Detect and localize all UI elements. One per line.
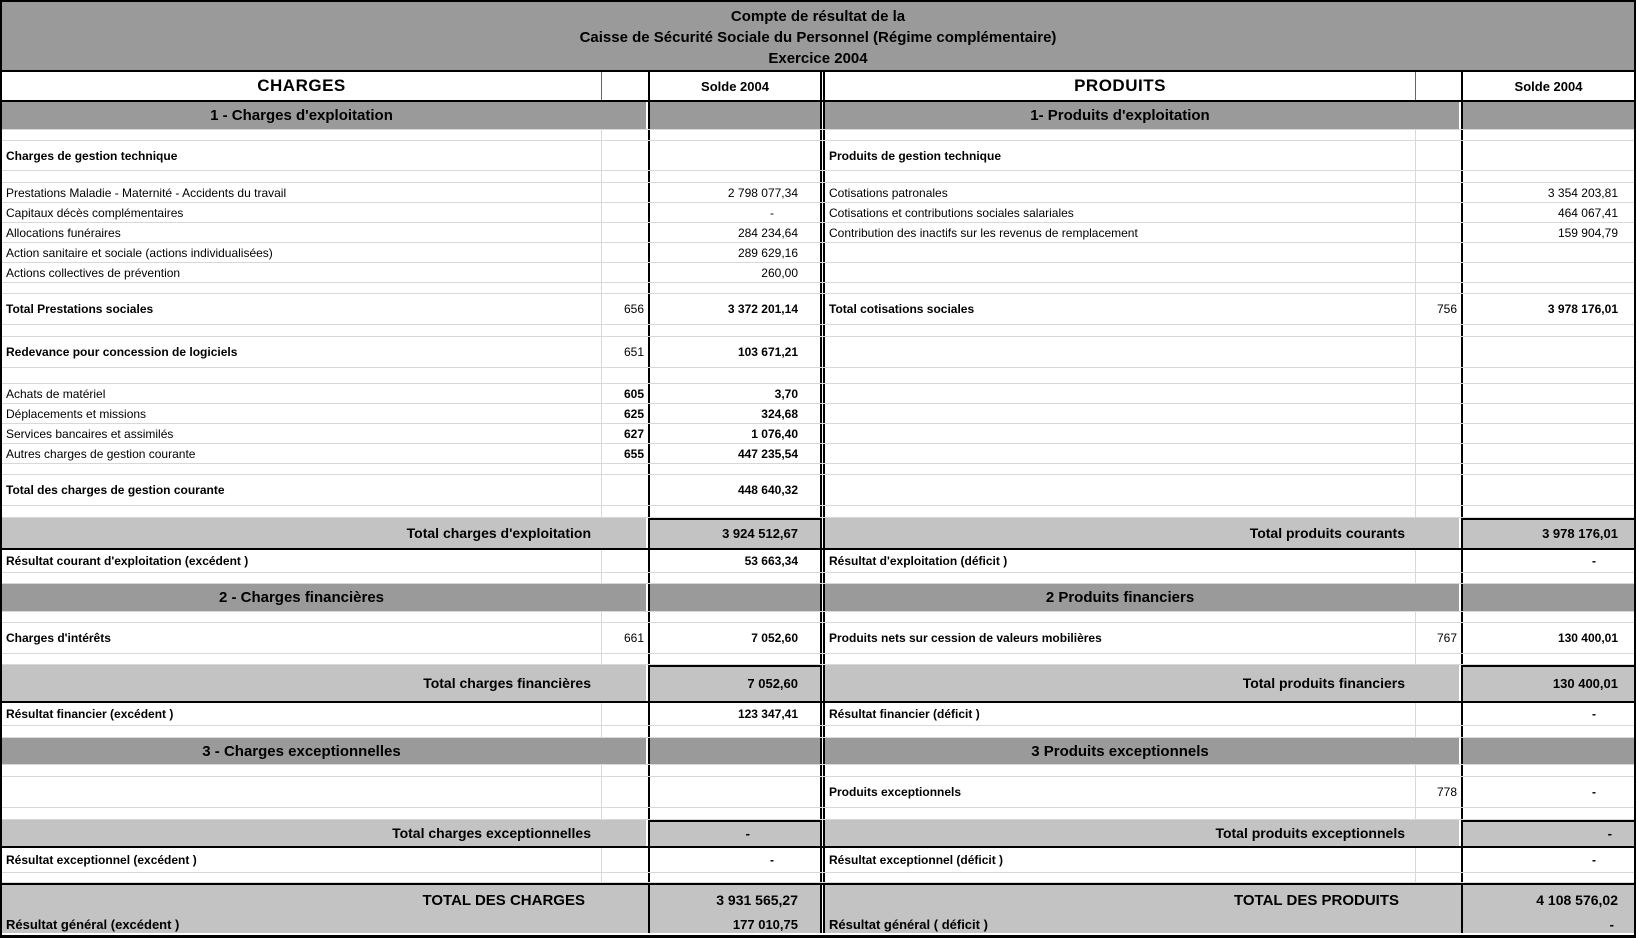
charges-row-label: Résultat courant d'exploitation (excédent ) (6, 554, 249, 568)
produits-account-code (1415, 243, 1461, 262)
charges-account-code (601, 915, 648, 933)
produits-row-label (825, 873, 1415, 882)
charges-row-label: Résultat financier (excédent ) (6, 707, 174, 721)
produits-account-code (1415, 223, 1461, 242)
produits-account-code (1415, 283, 1461, 293)
charges-code-column-header (601, 72, 648, 100)
produits-amount (1461, 726, 1634, 737)
produits-row-label: 1- Produits d'exploitation (825, 102, 1415, 129)
spacer-row (2, 726, 1634, 738)
charges-amount: 324,68 (648, 404, 820, 423)
charges-row-label: Services bancaires et assimilés (6, 426, 174, 441)
produits-amount: 130 400,01 (1461, 623, 1634, 653)
produits-amount (1461, 873, 1634, 882)
produits-account-code (1415, 738, 1461, 764)
charges-account-code (601, 368, 648, 383)
produits-amount (1461, 283, 1634, 293)
charges-row-label: Charges d'intérêts (6, 631, 111, 645)
produits-column-header: PRODUITS (1074, 76, 1166, 95)
charges-account-code (601, 738, 648, 764)
table-row (2, 444, 1634, 464)
charges-account-code: 661 (601, 623, 648, 653)
produits-account-code (1415, 703, 1461, 725)
charges-row-label: Charges de gestion technique (6, 148, 178, 163)
table-body (2, 102, 1634, 933)
table-row (2, 243, 1634, 263)
charges-column-header: CHARGES (257, 76, 346, 95)
charges-account-code (601, 464, 648, 474)
produits-amount (1461, 404, 1634, 423)
charges-row-label (2, 325, 601, 336)
produits-account-code (1415, 584, 1461, 611)
charges-amount (648, 102, 820, 129)
charges-row-label: 1 - Charges d'exploitation (2, 102, 601, 129)
charges-row-label: Allocations funéraires (6, 225, 121, 240)
charges-account-code (601, 820, 648, 846)
produits-amount (1461, 475, 1634, 505)
spacer-row (2, 873, 1634, 883)
charges-amount (648, 726, 820, 737)
table-row (2, 203, 1634, 223)
report-title-line3: Exercice 2004 (768, 50, 868, 67)
produits-account-code (1415, 325, 1461, 336)
produits-row-label (825, 506, 1415, 517)
produits-account-code (1415, 203, 1461, 222)
produits-account-code (1415, 726, 1461, 737)
charges-amount (648, 325, 820, 336)
charges-row-label (2, 464, 601, 474)
table-row (2, 424, 1634, 444)
produits-row-label (825, 384, 1415, 403)
table-row (2, 623, 1634, 654)
produits-account-code (1415, 573, 1461, 583)
charges-account-code (601, 584, 648, 611)
charges-account-code (601, 243, 648, 262)
column-header-row (2, 72, 1634, 102)
charges-amount (648, 612, 820, 622)
charges-row-label: Total Prestations sociales (6, 302, 154, 316)
charges-row-label: TOTAL DES CHARGES (2, 885, 601, 915)
produits-row-label: 2 Produits financiers (825, 584, 1415, 611)
produits-account-code (1415, 885, 1461, 915)
produits-amount: 130 400,01 (1461, 665, 1634, 701)
produits-row-label (825, 424, 1415, 443)
charges-row-label (2, 130, 601, 140)
charges-row-label: Résultat général (excédent ) (2, 915, 601, 933)
produits-account-code (1415, 141, 1461, 170)
produits-account-code (1415, 183, 1461, 202)
report-title-line1: Compte de résultat de la (730, 8, 906, 25)
charges-account-code (601, 325, 648, 336)
spacer-row (2, 368, 1634, 384)
charges-account-code: 605 (601, 384, 648, 403)
charges-row-label: Résultat exceptionnel (excédent ) (6, 853, 197, 867)
produits-row-label: Cotisations patronales (829, 185, 948, 200)
charges-row-label (2, 368, 601, 383)
charges-row-label: Action sanitaire et sociale (actions individualisées) (6, 245, 273, 260)
charges-amount: - (648, 203, 820, 222)
produits-row-label (825, 283, 1415, 293)
table-row (2, 883, 1634, 915)
produits-account-code (1415, 550, 1461, 572)
charges-account-code: 651 (601, 337, 648, 367)
charges-account-code (601, 550, 648, 572)
produits-amount: - (1461, 550, 1634, 572)
table-row (2, 294, 1634, 325)
produits-row-label: Résultat général ( déficit ) (825, 915, 1415, 933)
charges-account-code (601, 703, 648, 725)
charges-amount (648, 130, 820, 140)
produits-row-label: Total produits courants (825, 518, 1415, 548)
produits-amount (1461, 584, 1634, 611)
spacer-row (2, 573, 1634, 584)
produits-amount (1461, 243, 1634, 262)
charges-amount: 177 010,75 (648, 915, 820, 933)
table-row (2, 777, 1634, 808)
charges-account-code (601, 777, 648, 807)
charges-account-code (601, 283, 648, 293)
table-row (2, 223, 1634, 243)
produits-account-code (1415, 915, 1461, 933)
spacer-row (2, 808, 1634, 820)
produits-amount (1461, 464, 1634, 474)
produits-amount: - (1461, 820, 1634, 846)
report-title (2, 2, 1634, 72)
charges-account-code (601, 808, 648, 819)
spacer-row (2, 325, 1634, 337)
table-row (2, 820, 1634, 848)
produits-row-label: Produits de gestion technique (829, 148, 1002, 163)
produits-row-label: TOTAL DES PRODUITS (825, 885, 1415, 915)
produits-row-label (825, 464, 1415, 474)
charges-amount (648, 141, 820, 170)
produits-amount (1461, 325, 1634, 336)
produits-row-label (825, 765, 1415, 776)
charges-amount (648, 873, 820, 882)
produits-row-label: Contribution des inactifs sur les revenus de remplacement (829, 225, 1138, 240)
charges-row-label: Total charges d'exploitation (2, 518, 601, 548)
produits-row-label: Produits exceptionnels (829, 785, 962, 799)
produits-account-code (1415, 873, 1461, 882)
table-row (2, 183, 1634, 203)
produits-row-label (825, 171, 1415, 182)
charges-row-label (2, 765, 601, 776)
produits-row-label (825, 726, 1415, 737)
produits-amount (1461, 102, 1634, 129)
produits-amount (1461, 263, 1634, 282)
charges-account-code (601, 885, 648, 915)
charges-account-code: 627 (601, 424, 648, 443)
produits-row-label: Cotisations et contributions sociales salariales (829, 205, 1074, 220)
table-row (2, 703, 1634, 726)
table-row (2, 848, 1634, 873)
produits-row-label: 3 Produits exceptionnels (825, 738, 1415, 764)
spacer-row (2, 130, 1634, 141)
produits-row-label (825, 654, 1415, 664)
produits-row-label: Résultat d'exploitation (déficit ) (829, 554, 1008, 568)
produits-account-code (1415, 848, 1461, 872)
produits-amount (1461, 384, 1634, 403)
charges-row-label (2, 777, 601, 807)
produits-amount: 3 354 203,81 (1461, 183, 1634, 202)
charges-row-label (2, 808, 601, 819)
charges-row-label: Prestations Maladie - Maternité - Accidents du travail (6, 185, 287, 200)
charges-account-code (601, 726, 648, 737)
produits-amount: - (1461, 703, 1634, 725)
produits-account-code: 778 (1415, 777, 1461, 807)
charges-account-code (601, 573, 648, 583)
charges-amount: 103 671,21 (648, 337, 820, 367)
charges-row-label (2, 171, 601, 182)
produits-account-code (1415, 464, 1461, 474)
charges-amount: 2 798 077,34 (648, 183, 820, 202)
produits-account-code (1415, 337, 1461, 367)
produits-amount (1461, 738, 1634, 764)
solde-2004-header-right: Solde 2004 (1461, 72, 1634, 100)
charges-account-code (601, 475, 648, 505)
produits-row-label (825, 444, 1415, 463)
charges-account-code (601, 171, 648, 182)
charges-row-label: Total charges financières (2, 665, 601, 701)
produits-row-label: Résultat exceptionnel (déficit ) (829, 853, 1004, 867)
spacer-row (2, 765, 1634, 777)
charges-amount (648, 765, 820, 776)
table-row (2, 141, 1634, 171)
produits-account-code (1415, 424, 1461, 443)
charges-account-code (601, 848, 648, 872)
spacer-row (2, 612, 1634, 623)
charges-account-code (601, 518, 648, 548)
produits-amount (1461, 130, 1634, 140)
charges-row-label (2, 612, 601, 622)
charges-account-code: 655 (601, 444, 648, 463)
produits-row-label (825, 325, 1415, 336)
produits-account-code (1415, 808, 1461, 819)
produits-amount (1461, 444, 1634, 463)
produits-row-label (825, 475, 1415, 505)
charges-amount (648, 654, 820, 664)
produits-account-code (1415, 130, 1461, 140)
charges-amount: 3 931 565,27 (648, 885, 820, 915)
produits-amount (1461, 612, 1634, 622)
produits-amount: 4 108 576,02 (1461, 885, 1634, 915)
table-row (2, 404, 1634, 424)
spacer-row (2, 506, 1634, 518)
charges-account-code (601, 506, 648, 517)
produits-amount: - (1461, 777, 1634, 807)
produits-account-code (1415, 368, 1461, 383)
charges-amount (648, 808, 820, 819)
charges-account-code (601, 203, 648, 222)
charges-account-code: 625 (601, 404, 648, 423)
produits-account-code (1415, 654, 1461, 664)
produits-amount: 3 978 176,01 (1461, 294, 1634, 324)
table-row (2, 915, 1634, 933)
charges-row-label (2, 873, 601, 882)
produits-row-label: Total produits financiers (825, 665, 1415, 701)
table-row (2, 337, 1634, 368)
produits-account-code: 767 (1415, 623, 1461, 653)
charges-row-label (2, 573, 601, 583)
charges-row-label: Capitaux décès complémentaires (6, 205, 184, 220)
produits-amount (1461, 654, 1634, 664)
produits-account-code (1415, 404, 1461, 423)
charges-account-code (601, 183, 648, 202)
spacer-row (2, 654, 1634, 665)
produits-amount: 3 978 176,01 (1461, 518, 1634, 548)
charges-amount: 3,70 (648, 384, 820, 403)
produits-account-code (1415, 612, 1461, 622)
charges-amount (648, 464, 820, 474)
produits-account-code (1415, 102, 1461, 129)
charges-account-code (601, 765, 648, 776)
produits-account-code (1415, 263, 1461, 282)
produits-amount (1461, 368, 1634, 383)
charges-amount: 1 076,40 (648, 424, 820, 443)
section-header-row (2, 102, 1634, 130)
produits-row-label: Total produits exceptionnels (825, 820, 1415, 846)
charges-account-code (601, 223, 648, 242)
produits-account-code: 756 (1415, 294, 1461, 324)
charges-account-code (601, 141, 648, 170)
produits-row-label (825, 263, 1415, 282)
charges-row-label: Autres charges de gestion courante (6, 446, 196, 461)
produits-amount: - (1461, 915, 1634, 933)
produits-account-code (1415, 384, 1461, 403)
produits-account-code (1415, 475, 1461, 505)
produits-row-label (825, 243, 1415, 262)
spacer-row (2, 464, 1634, 475)
produits-account-code (1415, 765, 1461, 776)
produits-row-label (825, 404, 1415, 423)
charges-row-label: Déplacements et missions (6, 406, 147, 421)
table-row (2, 384, 1634, 404)
charges-amount (648, 506, 820, 517)
produits-code-column-header (1415, 72, 1461, 100)
produits-account-code (1415, 665, 1461, 701)
produits-amount: - (1461, 848, 1634, 872)
charges-amount: 123 347,41 (648, 703, 820, 725)
produits-amount: 464 067,41 (1461, 203, 1634, 222)
charges-row-label (2, 506, 601, 517)
produits-account-code (1415, 820, 1461, 846)
produits-account-code (1415, 171, 1461, 182)
charges-account-code (601, 873, 648, 882)
charges-amount (648, 171, 820, 182)
charges-account-code (601, 102, 648, 129)
charges-row-label (2, 726, 601, 737)
produits-amount (1461, 573, 1634, 583)
produits-amount (1461, 808, 1634, 819)
table-row (2, 475, 1634, 506)
produits-account-code (1415, 506, 1461, 517)
charges-account-code: 656 (601, 294, 648, 324)
charges-amount: 447 235,54 (648, 444, 820, 463)
table-row (2, 665, 1634, 703)
charges-amount: 3 924 512,67 (648, 518, 820, 548)
charges-amount (648, 738, 820, 764)
charges-amount: 7 052,60 (648, 665, 820, 701)
charges-account-code (601, 263, 648, 282)
charges-row-label: 2 - Charges financières (2, 584, 601, 611)
charges-amount: 289 629,16 (648, 243, 820, 262)
table-row (2, 263, 1634, 283)
solde-2004-header-left: Solde 2004 (648, 72, 820, 100)
produits-row-label (825, 368, 1415, 383)
charges-amount (648, 584, 820, 611)
produits-row-label (825, 130, 1415, 140)
section-header-row (2, 738, 1634, 765)
produits-amount (1461, 171, 1634, 182)
produits-account-code (1415, 444, 1461, 463)
produits-amount (1461, 765, 1634, 776)
produits-amount (1461, 337, 1634, 367)
charges-amount (648, 777, 820, 807)
charges-amount: 284 234,64 (648, 223, 820, 242)
charges-account-code (601, 654, 648, 664)
charges-row-label (2, 654, 601, 664)
charges-amount: 3 372 201,14 (648, 294, 820, 324)
produits-amount (1461, 506, 1634, 517)
produits-amount (1461, 424, 1634, 443)
charges-amount: 260,00 (648, 263, 820, 282)
charges-amount: 53 663,34 (648, 550, 820, 572)
charges-account-code (601, 612, 648, 622)
charges-account-code (601, 130, 648, 140)
produits-row-label: Produits nets sur cession de valeurs mobilières (829, 631, 1102, 645)
charges-amount: - (648, 820, 820, 846)
charges-amount: 448 640,32 (648, 475, 820, 505)
produits-row-label (825, 337, 1415, 367)
produits-row-label: Total cotisations sociales (829, 302, 975, 316)
charges-row-label: 3 - Charges exceptionnelles (2, 738, 601, 764)
spacer-row (2, 171, 1634, 183)
table-row (2, 550, 1634, 573)
charges-row-label: Actions collectives de prévention (6, 265, 181, 280)
produits-row-label: Résultat financier (déficit ) (829, 707, 980, 721)
charges-amount: - (648, 848, 820, 872)
table-row (2, 518, 1634, 550)
charges-row-label: Total des charges de gestion courante (6, 483, 225, 497)
charges-amount (648, 283, 820, 293)
charges-amount: 7 052,60 (648, 623, 820, 653)
produits-row-label (825, 808, 1415, 819)
produits-amount (1461, 141, 1634, 170)
report-title-line2: Caisse de Sécurité Sociale du Personnel (Régime complémentaire) (579, 29, 1057, 46)
charges-amount (648, 368, 820, 383)
spacer-row (2, 283, 1634, 294)
produits-row-label (825, 612, 1415, 622)
charges-row-label: Redevance pour concession de logiciels (6, 345, 238, 359)
charges-amount (648, 573, 820, 583)
produits-account-code (1415, 518, 1461, 548)
charges-row-label (2, 283, 601, 293)
charges-account-code (601, 665, 648, 701)
charges-row-label: Total charges exceptionnelles (2, 820, 601, 846)
section-header-row (2, 584, 1634, 612)
charges-row-label: Achats de matériel (6, 386, 106, 401)
produits-row-label (825, 573, 1415, 583)
produits-amount: 159 904,79 (1461, 223, 1634, 242)
